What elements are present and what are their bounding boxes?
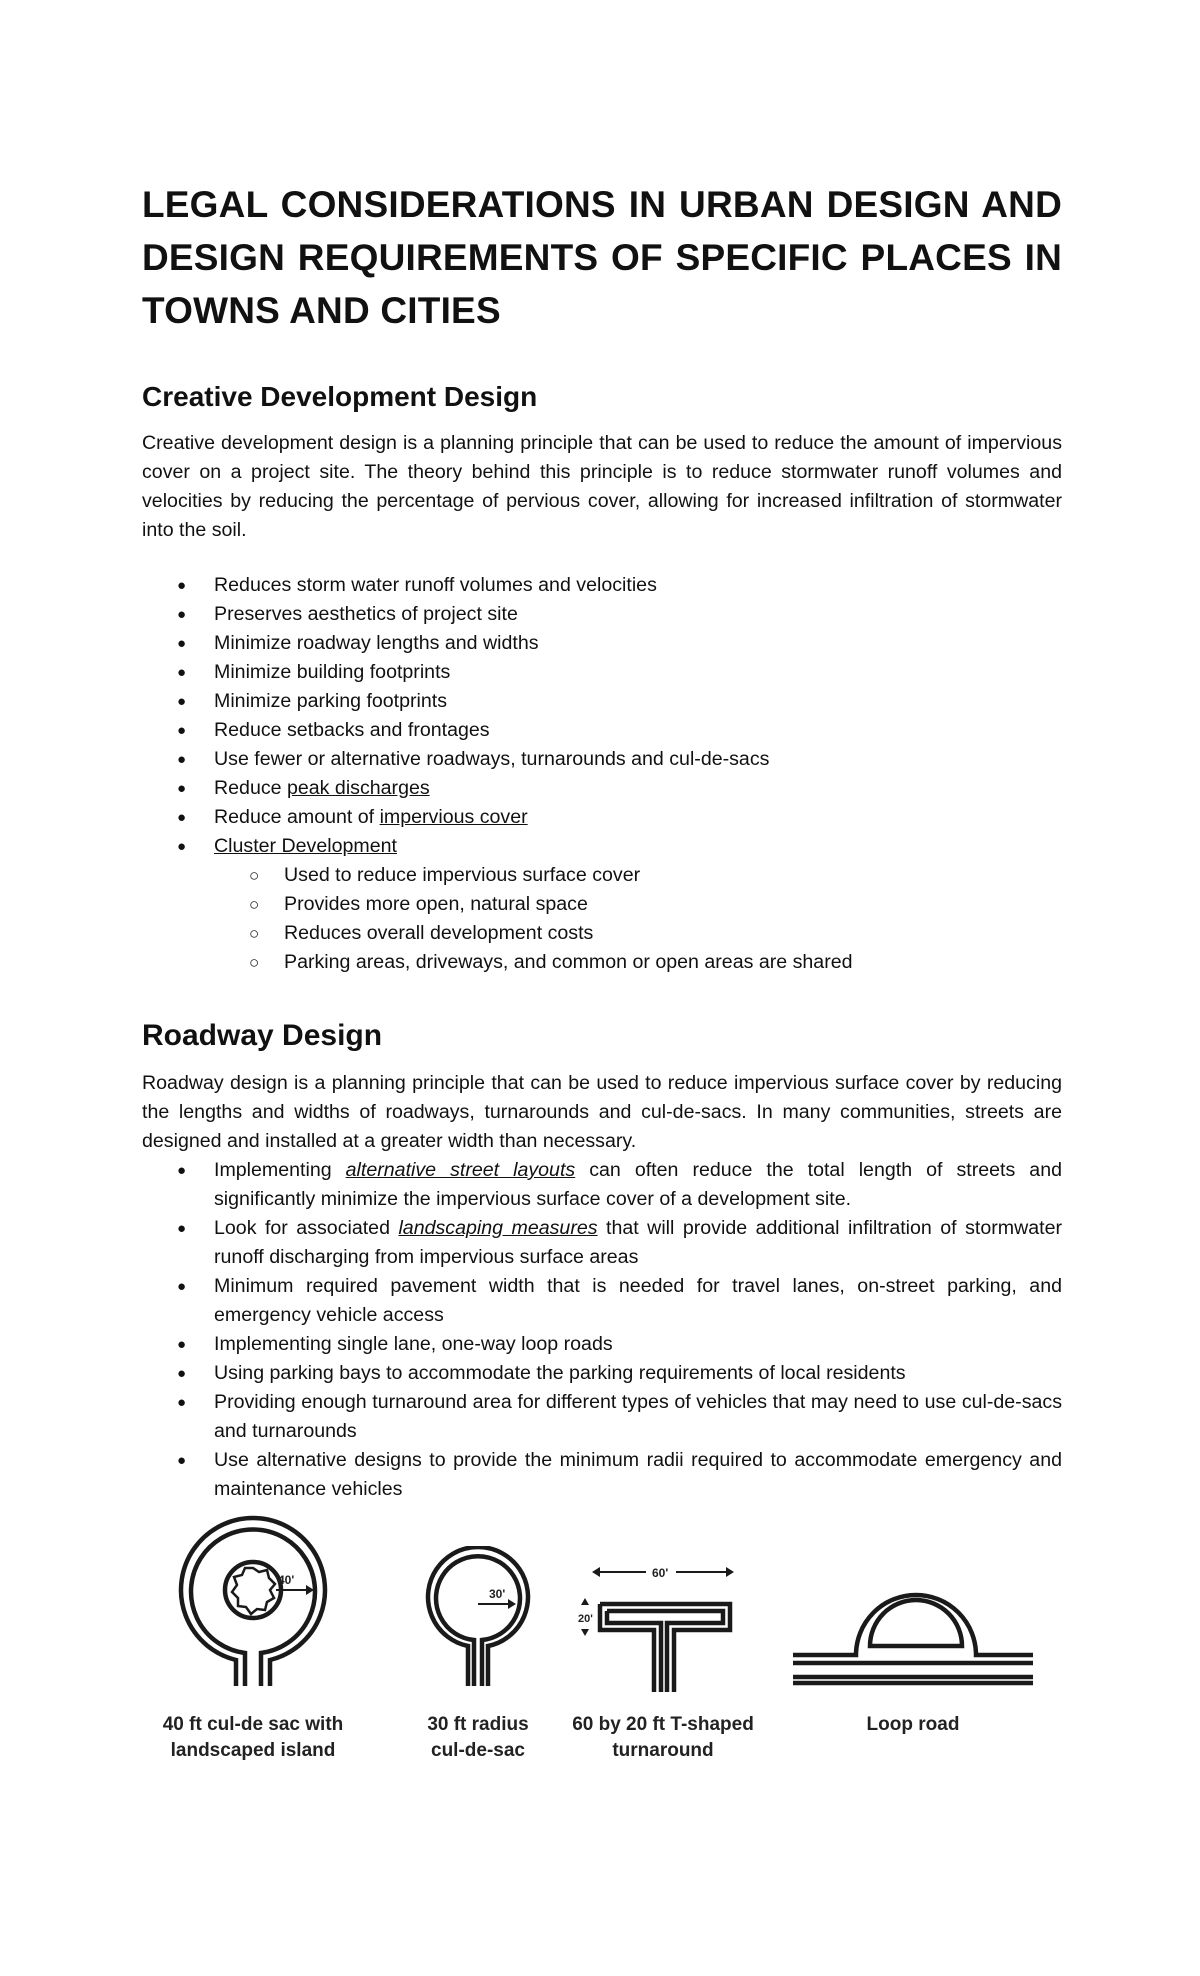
bullet-marker: ● (177, 751, 187, 768)
creative-bullet-list (142, 571, 1062, 861)
impervious-cover-link[interactable]: impervious cover (379, 806, 528, 828)
sub-list-item: ○ Used to reduce impervious surface cover (142, 861, 1062, 890)
roadway-bullet-list (142, 1156, 1062, 1504)
list-item: ● Implementing single lane, one-way loop roads (142, 1330, 1062, 1359)
bullet-marker: ● (177, 838, 187, 855)
list-item: ● Implementing alternative street layouts can often reduce the total length of streets and significantly minimize the impervious surface cover of a development site. (142, 1156, 1062, 1214)
bullet-marker: ● (177, 780, 187, 797)
caption-loop-road: Loop road (866, 1714, 960, 1735)
document-content (142, 178, 1062, 1504)
cul-de-sac-40ft-figure (168, 1510, 338, 1690)
bullet-marker: ● (177, 1365, 187, 1382)
cul-de-sac-diagram (423, 1546, 533, 1691)
caption-cul-de-sac-30ft: 30 ft radius cul-de-sac (427, 1714, 529, 1761)
list-item: ● Reduces storm water runoff volumes and velocities (142, 571, 1062, 600)
bullet-marker: ● (177, 1220, 187, 1237)
peak-discharges-link[interactable]: peak discharges (286, 777, 430, 799)
circle-marker: ○ (249, 895, 260, 914)
list-item: ● Providing enough turnaround area for different types of vehicles that may need to use cul-de-sacs and turnarounds (142, 1388, 1062, 1446)
alternative-street-layouts-link[interactable]: alternative street layouts (345, 1159, 576, 1181)
bullet-marker: ● (177, 606, 187, 623)
bullet-marker: ● (177, 1336, 187, 1353)
sub-list-item: ○ Provides more open, natural space (142, 890, 1062, 919)
section-heading-roadway-design: Roadway Design (142, 1019, 383, 1052)
cul-de-sac-30ft-figure (423, 1546, 533, 1691)
bullet-marker: ● (177, 577, 187, 594)
list-item: ● Using parking bays to accommodate the parking requirements of local residents (142, 1359, 1062, 1388)
list-item: ● Reduce amount of impervious cover (142, 803, 1062, 832)
turnaround-diagrams (162, 1510, 1048, 1800)
list-item (142, 832, 1062, 861)
cluster-sub-list (142, 861, 1062, 977)
caption-t-turnaround: 60 by 20 ft T-shaped turnaround (572, 1714, 754, 1761)
dimension-60ft: 60' (652, 1566, 669, 1580)
dimension-40ft: 40' (278, 1573, 295, 1587)
page-title: LEGAL CONSIDERATIONS IN URBAN DESIGN AND DESIGN REQUIREMENTS OF SPECIFIC PLACES IN TOWNS AND CITIES (142, 184, 1062, 331)
list-item: ● Reduce peak discharges (142, 774, 1062, 803)
list-item: ● Look for associated landscaping measures that will provide additional infiltration of stormwater runoff discharging from impervious surface areas (142, 1214, 1062, 1272)
bullet-marker: ● (177, 1278, 187, 1295)
list-item: ● Use fewer or alternative roadways, turnarounds and cul-de-sacs (142, 745, 1062, 774)
circle-marker: ○ (249, 953, 260, 972)
t-turnaround-figure (578, 1562, 748, 1697)
list-item: ● Preserves aesthetics of project site (142, 600, 1062, 629)
section-heading-creative-development: Creative Development Design (142, 381, 538, 412)
list-item: ● Minimize building footprints (142, 658, 1062, 687)
list-item: ● Minimize roadway lengths and widths (142, 629, 1062, 658)
t-turnaround-diagram (578, 1562, 748, 1697)
creative-paragraph: Creative development design is a planning principle that can be used to reduce the amount of impervious cover on a project site. The theory behind this principle is to reduce stormwater runoff volumes and velocities by reducing the percentage of pervious cover, allowing for increased infiltration of stormwater into the soil. (142, 432, 1062, 541)
bullet-marker: ● (177, 664, 187, 681)
loop-road-diagram (788, 1572, 1038, 1692)
list-item: ● Reduce setbacks and frontages (142, 716, 1062, 745)
cul-de-sac-island-diagram (168, 1510, 338, 1690)
dimension-30ft: 30' (489, 1587, 506, 1601)
list-item: ● Use alternative designs to provide the minimum radii required to accommodate emergency and maintenance vehicles (142, 1446, 1062, 1504)
landscaping-measures-link[interactable]: landscaping measures (398, 1217, 598, 1239)
sub-list-item: ○ Reduces overall development costs (142, 919, 1062, 948)
bullet-marker: ● (177, 1452, 187, 1469)
bullet-marker: ● (177, 809, 187, 826)
loop-road-figure (788, 1572, 1038, 1692)
bullet-marker: ● (177, 1394, 187, 1411)
bullet-marker: ● (177, 635, 187, 652)
dimension-20ft: 20' (578, 1613, 593, 1625)
caption-cul-de-sac-40ft: 40 ft cul-de sac with landscaped island (162, 1714, 344, 1761)
bullet-marker: ● (177, 693, 187, 710)
circle-marker: ○ (249, 924, 260, 943)
bullet-marker: ● (177, 1162, 187, 1179)
bullet-marker: ● (177, 722, 187, 739)
list-item: ● Minimum required pavement width that is needed for travel lanes, on-street parking, and emergency vehicle access (142, 1272, 1062, 1330)
circle-marker: ○ (249, 866, 260, 885)
list-item: ● Minimize parking footprints (142, 687, 1062, 716)
roadway-paragraph: Roadway design is a planning principle that can be used to reduce impervious surface cover by reducing the lengths and widths of roadways, turnarounds and cul-de-sacs. In many communities, streets are designed and installed at a greater width than necessary. (142, 1072, 1062, 1152)
cluster-development-link[interactable]: Cluster Development (214, 835, 397, 857)
sub-list-item: ○ Parking areas, driveways, and common or open areas are shared (142, 948, 1062, 977)
